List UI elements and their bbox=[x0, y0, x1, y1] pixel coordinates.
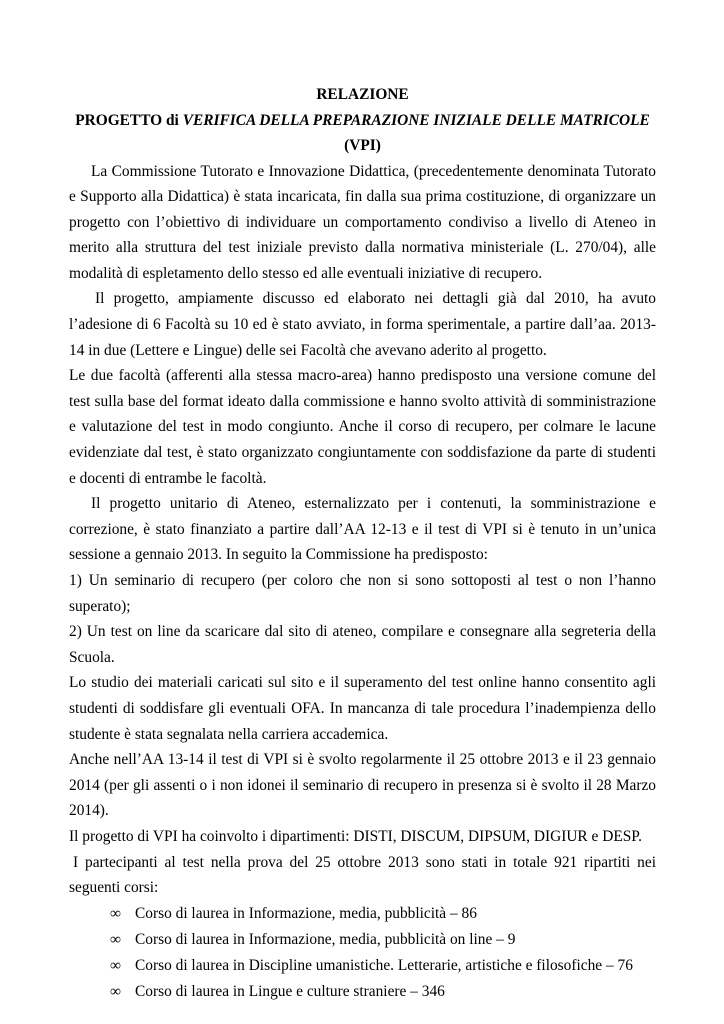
course-label: Corso di laurea in Discipline umanistiche. Letterarie, artistiche e filosofiche – 76 bbox=[135, 956, 633, 974]
project-acronym: (VPI) bbox=[344, 137, 381, 154]
list-item bbox=[110, 953, 656, 979]
paragraph-participants: I partecipanti al test nella prova del 25 ottobre 2013 sono stati in totale 921 ripartiti nei seguenti corsi: bbox=[69, 853, 656, 897]
paragraph-departments: Il progetto di VPI ha coinvolto i dipartimenti: DISTI, DISCUM, DIPSUM, DIGIUR e DESP. bbox=[69, 827, 642, 845]
project-title-italic: VERIFICA DELLA PREPARAZIONE INIZIALE DELLE MATRICOLE bbox=[182, 111, 650, 129]
infinity-bullet-icon: ∞ bbox=[110, 982, 121, 1000]
infinity-bullet-icon: ∞ bbox=[110, 930, 121, 948]
paragraph-materials: Lo studio dei materiali caricati sul sito e il superamento del test online hanno consentito agli studenti di soddisfare gli eventuali OFA. In mancanza di tale procedura l’inadempienza dello studente è stata segnalata nella carriera accademica. bbox=[69, 674, 656, 743]
project-title bbox=[69, 108, 656, 134]
paragraph-aa-13-14: Anche nell’AA 13-14 il test di VPI si è svolto regolarmente il 25 ottobre 2013 e il 23 gennaio 2014 (per gli assenti o i non idonei il seminario di recupero in presenza si è svolto il 28 Marzo 2014). bbox=[69, 751, 656, 820]
paragraph-project: Il progetto, ampiamente discusso ed elaborato nei dettagli già dal 2010, ha avuto l’adesione di 6 Facoltà su 10 ed è stato avviato, in forma sperimentale, a partire dall’aa. 2013-14 in due (Lettere e Lingue) delle sei Facoltà che avevano aderito al progetto. bbox=[69, 290, 656, 359]
document-title: RELAZIONE bbox=[316, 86, 409, 103]
course-label: Corso di laurea in Informazione, media, pubblicità – 86 bbox=[135, 904, 477, 922]
list-item bbox=[110, 927, 656, 953]
infinity-bullet-icon: ∞ bbox=[110, 956, 121, 974]
paragraph-intro: La Commissione Tutorato e Innovazione Didattica, (precedentemente denominata Tutorato e Supporto alla Didattica) è stata incaricata, fin dalla sua prima costituzione, di organizzare un progetto con l’obiettivo di individuare un comportamento condiviso a livello di Ateneo in merito alla struttura del test iniziale previsto dalla normativa ministeriale (L. 270/04), alle modalità di espletamento dello stesso ed alle eventuali iniziative di recupero. bbox=[69, 162, 656, 282]
document-header bbox=[69, 82, 656, 159]
document-page bbox=[69, 82, 656, 1005]
project-title-prefix: PROGETTO di bbox=[75, 111, 183, 129]
course-label: Corso di laurea in Informazione, media, pubblicità on line – 9 bbox=[135, 930, 516, 948]
paragraph-unified-project: Il progetto unitario di Ateneo, esternalizzato per i contenuti, la somministrazione e correzione, è stato finanziato a partire dall’AA 12-13 e il test di VPI si è tenuto in un’unica sessione a gennaio 2013. In seguito la Commissione ha predisposto: bbox=[69, 495, 656, 564]
course-list bbox=[69, 901, 656, 1005]
list-item-seminar: 1) Un seminario di recupero (per coloro che non si sono sottoposti al test o non l’hanno superato); bbox=[69, 572, 656, 615]
list-item bbox=[110, 901, 656, 927]
list-item-online-test: 2) Un test on line da scaricare dal sito di ateneo, compilare e consegnare alla segreteria della Scuola. bbox=[69, 623, 656, 666]
paragraph-faculties: Le due facoltà (afferenti alla stessa macro-area) hanno predisposto una versione comune del test sulla base del format ideato dalla commissione e hanno svolto attività di somministrazione e valutazione del test in modo congiunto. Anche il corso di recupero, per colmare le lacune evidenziate dal test, è stato organizzato congiuntamente con soddisfazione da parte di studenti e docenti di entrambe le facoltà. bbox=[69, 367, 656, 487]
list-item bbox=[110, 979, 656, 1005]
infinity-bullet-icon: ∞ bbox=[110, 904, 121, 922]
course-label: Corso di laurea in Lingue e culture straniere – 346 bbox=[135, 982, 445, 1000]
